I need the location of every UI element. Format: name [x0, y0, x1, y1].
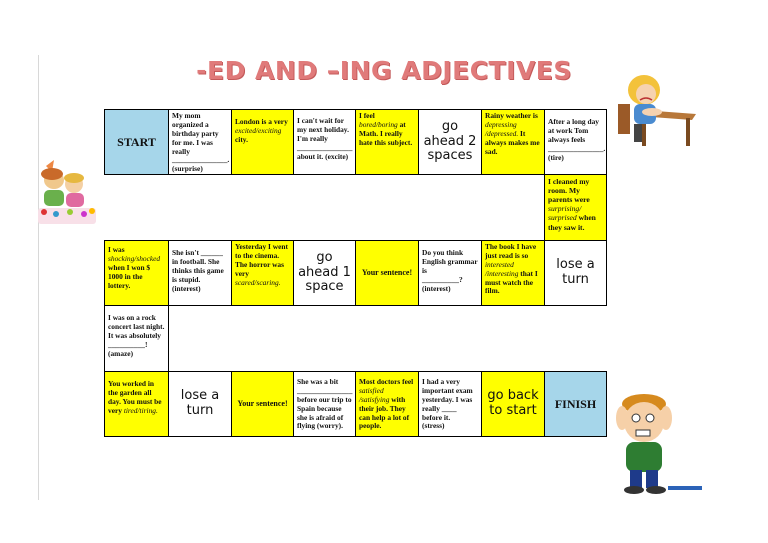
cell-4-options: bored/boring: [359, 119, 398, 129]
cell-3: [293, 109, 356, 175]
start-label: START: [117, 134, 156, 149]
cell-1-blank: _______________.: [172, 155, 230, 165]
cell-finish: [544, 371, 607, 437]
cell-12-your-sentence: [355, 240, 419, 306]
boy-shirt: [626, 442, 662, 472]
cell-10: [481, 240, 545, 306]
cell-23-text: I had a very important exam yesterday. I was really ____ before it.: [422, 377, 473, 422]
boy-teeth: [636, 430, 650, 436]
boy-hand-2: [660, 406, 672, 430]
cell-17: [104, 305, 169, 372]
cell-3-hint: about it. (excite): [297, 151, 349, 161]
cupcake-2: [53, 211, 59, 217]
cell-18-options: tired/tiring.: [123, 405, 158, 415]
girl-leg: [634, 124, 642, 142]
stressed-boy-clipart: [608, 390, 704, 498]
cell-18-text: You worked in the garden all day. You must be very: [108, 379, 162, 415]
cell-12-label: Your sentence!: [361, 268, 413, 278]
boy-eye-2: [646, 414, 654, 422]
cell-3-blank: _______________: [297, 142, 353, 152]
cell-7-hint: (tire): [548, 152, 564, 162]
cell-8: [544, 174, 607, 241]
cell-7-blank: _______________.: [548, 143, 606, 153]
cupcake-5: [89, 208, 95, 214]
cell-19-lose-turn: [168, 371, 232, 437]
cell-5-go-ahead: [418, 109, 482, 175]
girl-arm: [642, 108, 662, 116]
cell-10-text-end: that I must watch the film.: [485, 268, 538, 296]
cell-16-text: I was: [108, 245, 125, 254]
boy-shoe: [624, 486, 644, 494]
cell-8-options: surprising/ surprised: [548, 204, 582, 223]
cupcake: [41, 209, 47, 215]
cell-11-text: Do you think English grammar is: [422, 248, 478, 275]
cell-11-blank: __________?: [422, 274, 463, 284]
cell-15-hint: (interest): [172, 283, 201, 293]
desk-leg: [686, 118, 690, 146]
boy-leg-2: [646, 470, 658, 488]
cell-22-options: satisfied /satisfying: [359, 385, 390, 404]
cell-20-your-sentence: [231, 371, 294, 437]
cell-2-text-end: city.: [235, 134, 248, 144]
cell-22-text-end: with their job. They can help a lot of people.: [359, 394, 410, 431]
cell-21-text-end: before our trip to Spain because she is afraid of flying (worry).: [297, 394, 352, 431]
cell-10-options: interested /interesting: [485, 259, 519, 278]
cell-14: [231, 240, 294, 306]
cell-2-options: excited/exciting: [235, 125, 282, 135]
page-title: -ED AND –ING ADJECTIVES: [196, 56, 572, 85]
cell-start: [104, 109, 169, 175]
boy-pencil: [668, 486, 702, 490]
cell-7: [544, 109, 607, 175]
kid-hair-2: [64, 173, 84, 183]
finish-label: FINISH: [554, 396, 597, 411]
cell-21-text: She was a bit: [297, 377, 339, 386]
cell-2: [231, 109, 294, 175]
cell-9-label: lose a turn: [556, 257, 595, 287]
kid-shirt-2: [66, 193, 84, 207]
cupcake-3: [67, 209, 73, 215]
cell-17-text: I was on a rock concert last night. It was absolutely: [108, 313, 165, 340]
cell-15: [168, 240, 232, 306]
cell-16: [104, 240, 169, 306]
boy-shoe-2: [646, 486, 666, 494]
cell-4: [355, 109, 419, 175]
boy-leg: [630, 470, 642, 488]
cell-17-hint: (amaze): [108, 348, 134, 358]
kid-shirt: [44, 190, 64, 206]
cell-6-text-end: It always makes me sad.: [485, 128, 540, 156]
cell-6-text: Rainy weather is: [485, 111, 538, 120]
kid-hair: [41, 168, 63, 180]
cell-6: [481, 109, 545, 175]
cell-2-text: London is a very: [235, 117, 288, 126]
page-margin-line: [38, 55, 39, 500]
cell-22-text: Most doctors feel: [359, 377, 414, 386]
cell-24-go-back: [481, 371, 545, 437]
cell-23-hint: (stress): [422, 421, 445, 431]
cell-14-text: Yesterday I went to the cinema. The horror was very: [235, 242, 288, 278]
cell-17-blank: __________!: [108, 339, 148, 349]
cell-21-blank: _______________: [297, 385, 353, 395]
cell-8-text-end: when they saw it.: [548, 213, 596, 232]
cupcake-4: [81, 211, 87, 217]
cell-13-go-ahead: [293, 240, 356, 306]
cell-3-text: I can't wait for my next holiday. I'm really: [297, 116, 349, 143]
cell-8-text: I cleaned my room. My parents were: [548, 177, 590, 205]
girl-at-desk-clipart: [612, 70, 696, 152]
boy-eye: [632, 414, 640, 422]
cell-19-label: lose a turn: [180, 388, 220, 418]
party-kids-clipart: [36, 160, 98, 228]
cell-11: [418, 240, 482, 306]
boy-hand: [616, 406, 628, 430]
cell-22: [355, 371, 419, 437]
cell-10-text: The book I have just read is so: [485, 242, 537, 260]
cell-23: [418, 371, 482, 437]
cell-20-label: Your sentence!: [237, 399, 288, 409]
cell-4-text: I feel: [359, 111, 375, 120]
girl-face: [636, 84, 656, 104]
cell-15-text: She isn't ______ in football. She thinks this game is stupid.: [172, 248, 224, 284]
cell-9-lose-turn: [544, 240, 607, 306]
cell-13-label: go ahead 1 space: [298, 249, 351, 295]
cell-6-options: depressing /depressed.: [485, 119, 519, 138]
cell-18: [104, 371, 169, 437]
cell-11-hint: (interest): [422, 283, 451, 293]
cell-16-options: shocking/shocked: [108, 253, 161, 263]
cell-14-options: scared/scaring.: [235, 277, 281, 287]
cell-1-hint: (surprise): [172, 164, 203, 174]
cell-4-text-end: at Math. I really hate this subject.: [359, 119, 413, 147]
cell-7-text: After a long day at work Tom always feels: [548, 117, 599, 144]
cell-5-label: go ahead 2 spaces: [423, 118, 477, 164]
cell-16-text-end: when I won $ 1000 in the lottery.: [108, 262, 151, 290]
cell-1-text: My mom organized a birthday party for me. I was really: [172, 111, 219, 156]
cell-1: [168, 109, 232, 175]
cell-24-label: go back to start: [487, 388, 539, 418]
cell-21: [293, 371, 356, 437]
party-table: [38, 208, 96, 224]
chair-back: [618, 104, 630, 134]
